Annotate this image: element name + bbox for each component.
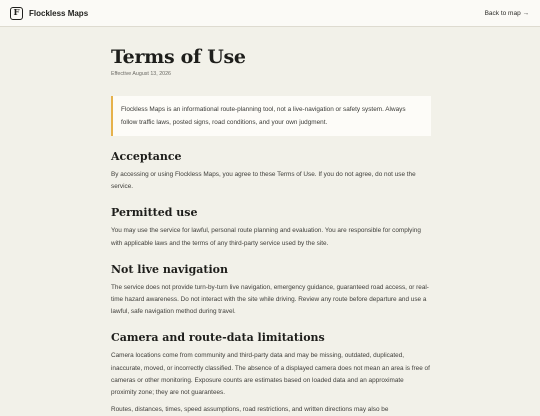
terms-content: [111, 44, 431, 416]
brand[interactable]: [10, 7, 88, 20]
brand-name: Flockless Maps: [29, 8, 89, 18]
section-paragraph: Camera locations come from community and third-party data and may be missing, outdated, duplicated, inaccurate, moved, or incorrectly classified. The absence of a displayed camera does not mean an area is free of cameras or other monitoring. Exposure counts are estimates based on loaded data and an approximate proximity zone; they are not guarantees.: [111, 352, 430, 397]
page-title: Terms of Use: [111, 46, 246, 68]
section-paragraph: Routes, distances, times, speed assumptions, road restrictions, and written directions may also be: [111, 406, 389, 414]
section-paragraph: You may use the service for lawful, personal route planning and evaluation. You are responsible for complying with applicable laws and the terms of any third-party service used by the site.: [111, 227, 421, 247]
section-permitted-use: [111, 206, 431, 249]
section-heading: Acceptance: [111, 150, 182, 163]
section-camera-limitations: [111, 331, 431, 416]
section-not-live-navigation: [111, 263, 431, 319]
safety-notice: Flockless Maps is an informational route-planning tool, not a live-navigation or safety system. Always follow traffic laws, posted signs, road conditions, and your own judgment.: [111, 96, 431, 136]
section-heading: Permitted use: [111, 206, 198, 220]
section-acceptance: [111, 150, 431, 193]
section-paragraph: The service does not provide turn-by-turn live navigation, emergency guidance, guaranteed road access, or real-time hazard awareness. Do not interact with the site while driving. Review any route before departure and use a lawful, safe navigation method during travel.: [111, 283, 429, 316]
effective-date: Effective August 13, 2026: [111, 71, 171, 77]
top-bar: [0, 0, 540, 27]
section-heading: Camera and route-data limitations: [111, 331, 325, 345]
section-heading: Not live navigation: [111, 262, 228, 276]
back-to-map-link[interactable]: Back to map →: [484, 9, 529, 17]
flockless-logo-icon: F: [10, 7, 23, 20]
section-paragraph: By accessing or using Flockless Maps, you agree to these Terms of Use. If you do not agree, do not use the service.: [111, 171, 416, 191]
